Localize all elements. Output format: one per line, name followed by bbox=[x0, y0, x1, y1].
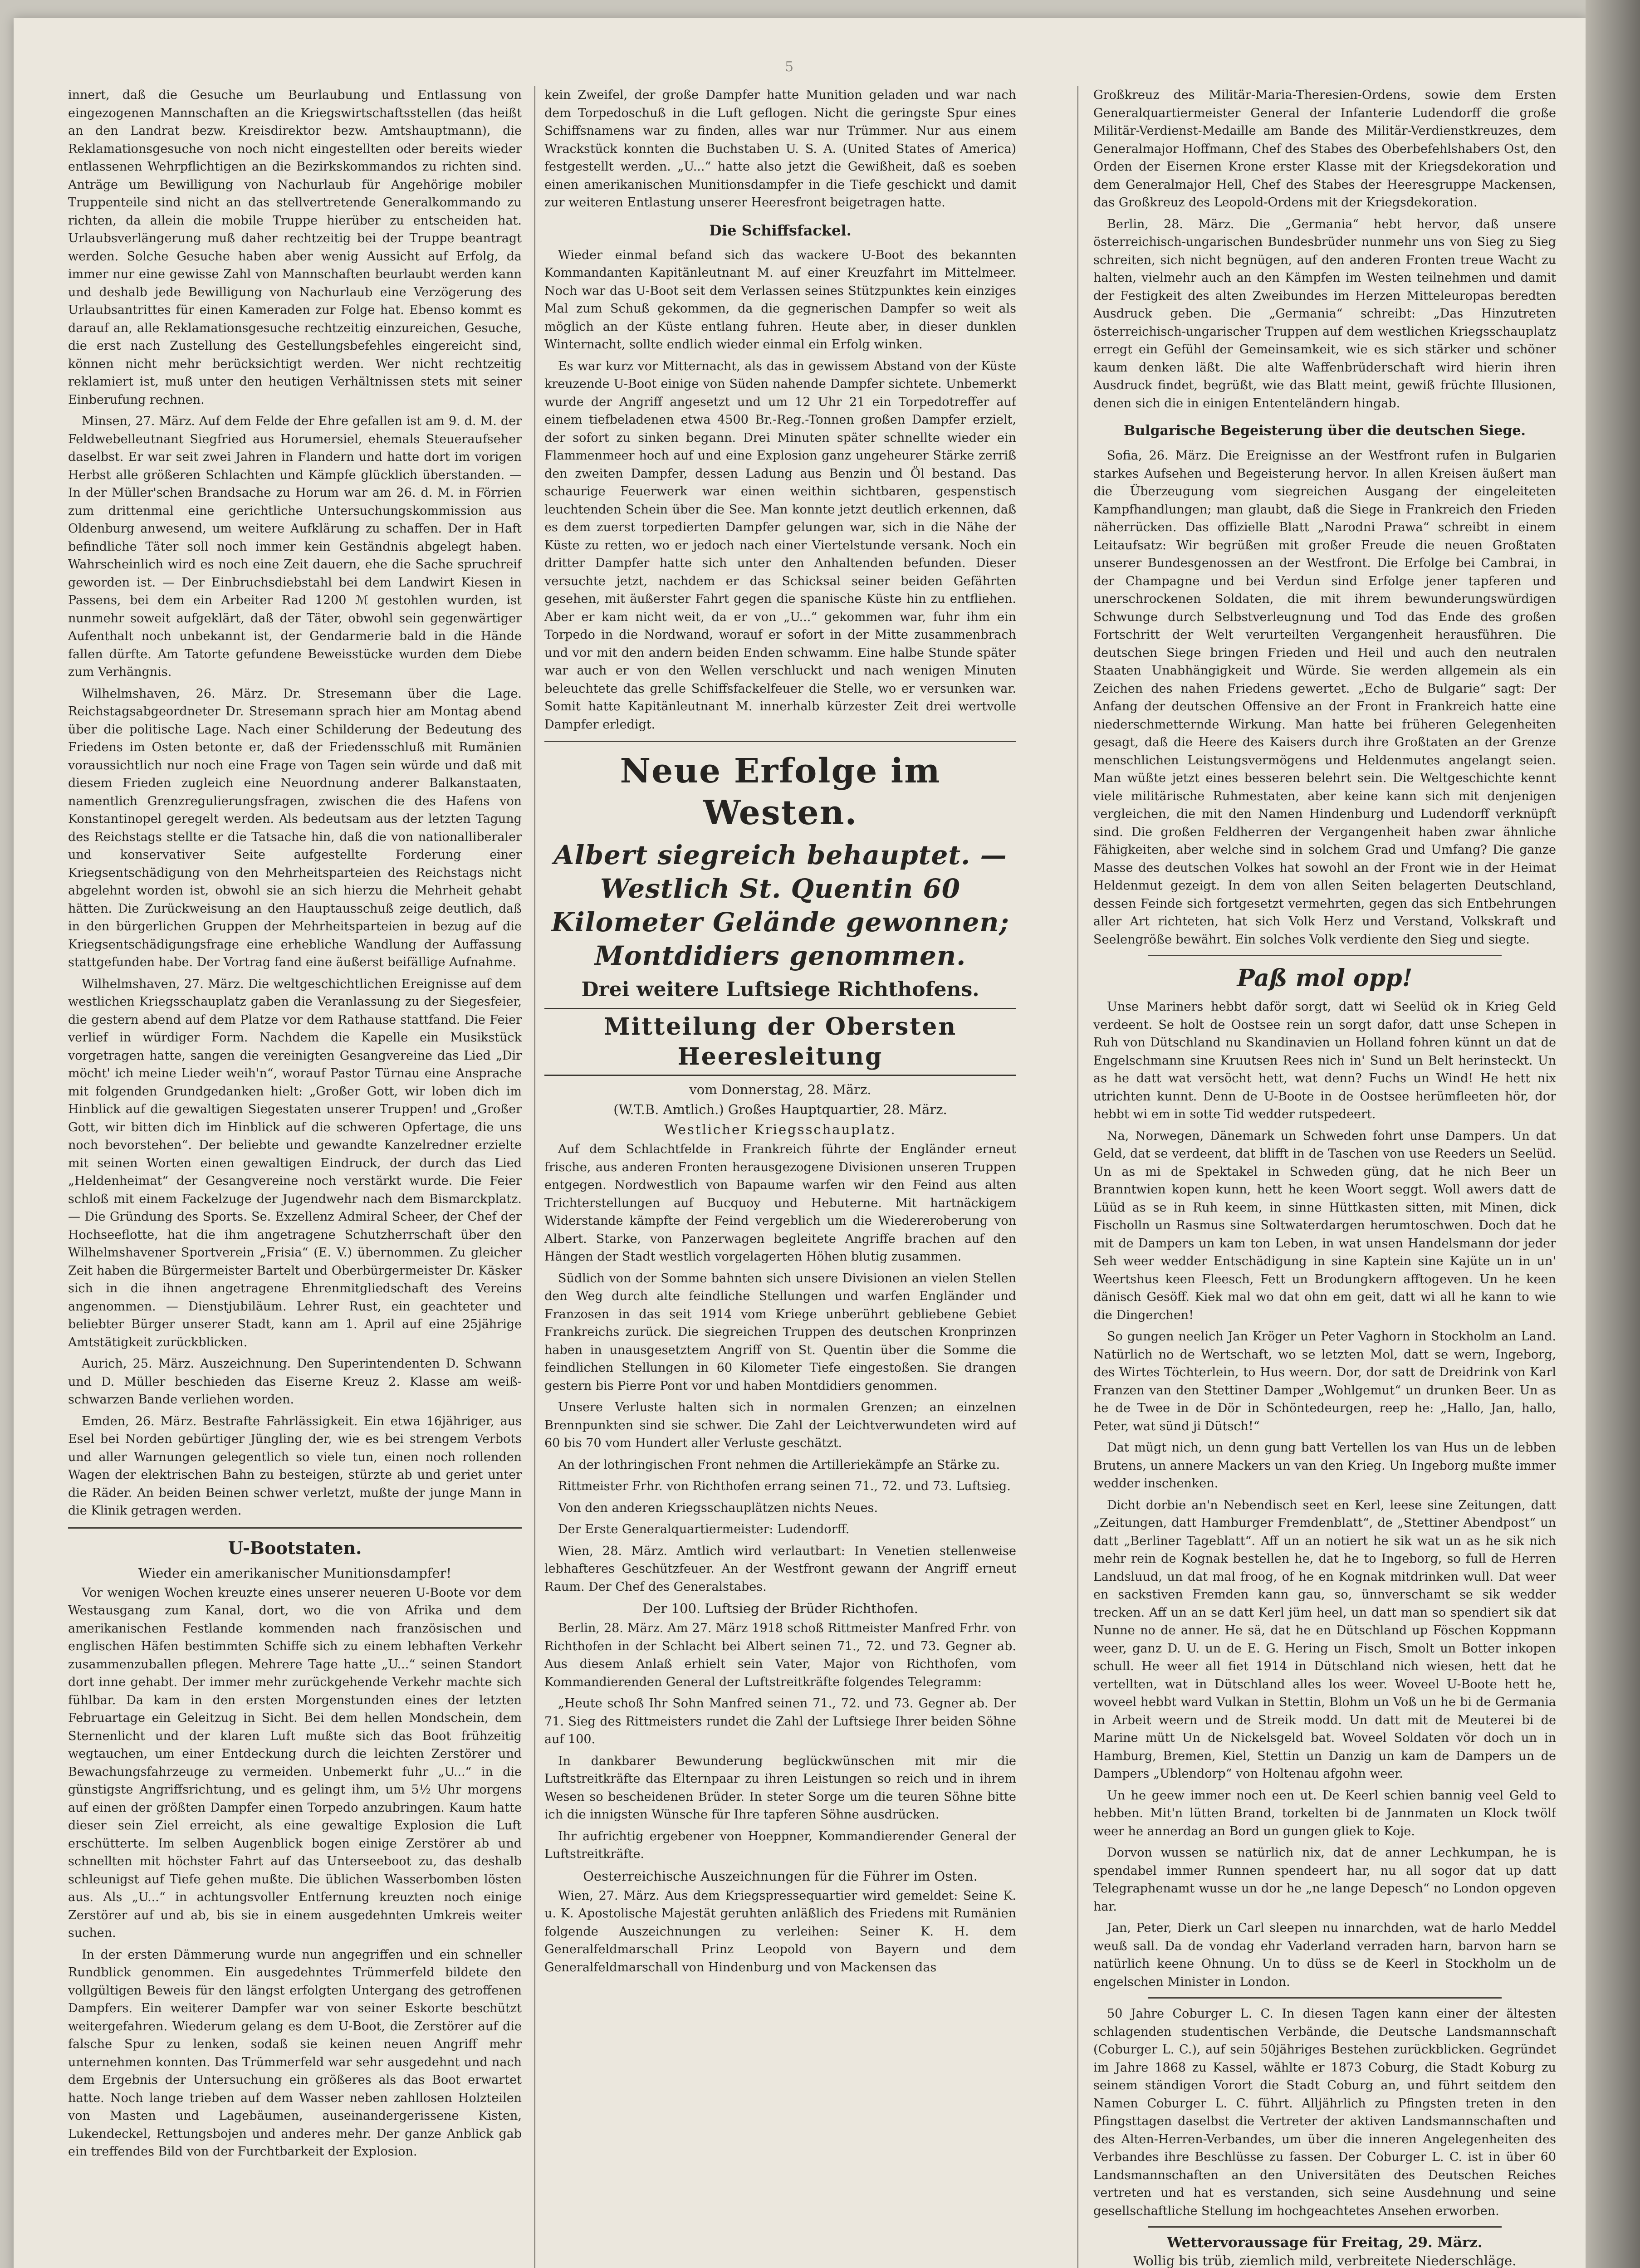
newspaper-page bbox=[14, 18, 1588, 2268]
article-paragraph: Sofia, 26. März. Die Ereignisse an der Westfront rufen in Bulgarien starkes Aufsehen und Begeisterung hervor. In allen Kreisen äußert man die Überzeugung vom siegreichen Ausgang der eingeleiteten Kampfhandlungen; man glaubt, daß die Siege in Frankreich den Frieden näherrücken. Das offizielle Blatt „Narodni Prawa“ schreibt in einem Leitaufsatz: Wir begrüßen mit großer Freude die neuen Großtaten unserer Bundesgenossen an der Westfront. Die Erfolge bei Cambrai, in der Champagne und bei Verdun sind Erfolge jener tapferen und unerschrockenen Soldaten, die mit ihrem bewunderungswürdigen Schwunge durch Selbstverleugnung und Tod das Ende des großen Fortschritt der Welt verurteilten Vergangenheit herausführen. Die deutschen Siege bringen Frieden und Heil und auch den neutralen Staaten Unabhängigkeit und Würde. Sie werden allgemein als ein Zeichen des nahen Friedens gewertet. „Echo de Bulgarie“ sagt: Der Anfang der deutschen Offensive an der Front in Frankreich hatte eine niederschmetternde Wirkung. Man hatte bei früheren Gelegenheiten gesagt, daß die Heere des Kaisers durch ihre Großtaten an der Grenze menschlichen Leistungsvermögens und Heldenmutes angelangt seien. Man wüßte jetzt eines besseren belehrt sein. Die Weltgeschichte kennt viele militärische Ruhmestaten, aber keine kann sich mit denjenigen vergleichen, die mit den Namen Hindenburg und Ludendorff verknüpft sind. Die großen Feldherren der Vergangenheit haben zwar ähnliche Fähigkeiten, aber welche sind in solchem Grad und Umfang? Die ganze Masse des deutschen Volkes hat sowohl an der Front wie in der Heimat Heldenmut gezeigt. In dem von allen Seiten belagerten Deutschland, dessen Feinde sich fortgesetzt vermehrten, gegen das sich Entbehrungen aller Art richteten, hat sich Volk Herz und Verstand, Volkskraft und Seelengröße bewährt. Ein solches Volk verdiente den Sieg und siegte. bbox=[1093, 449, 1556, 947]
article-paragraph: Wilhelmshaven, 27. März. Die weltgeschichtlichen Ereignisse auf dem westlichen Kriegsschauplatz gaben die Veranlassung zu der Siegesfeier, die gestern abend auf dem Platze vor dem Rathause stattfand. Die Feier verlief in würdiger Form. Nachdem die Kapelle ein Musikstück vorgetragen hatte, sangen die vereinigten Gesangvereine das Lied „Dir möcht' ich meine Lieder weih'n“, worauf Pastor Türnau eine Ansprache mit folgenden Grundgedanken hielt: „Großer Gott, wir loben dich im Hinblick auf die gewaltigen Siegestaten unserer Truppen! und „Großer Gott, wir bitten dich im Hinblick auf die schweren Opfertage, die uns noch bevorstehen“. Der beliebte und gewandte Kanzelredner erzielte mit seinen Worten einen gewaltigen Eindruck, der durch das Lied „Heldenheimat“ der Gesangvereine noch verstärkt wurde. Die Feier schloß mit einem Fackelzuge der Jugendwehr nach dem Bismarckplatz. — Die Gründung des Sports. Se. Exzellenz Admiral Scheer, der Chef der Hochseeflotte, hat die ihm angetragene Schutzherrschaft über den Wilhelmshavener Sportverein „Frisia“ (E. V.) übernommen. Zu gleicher Zeit haben die Bürgermeister Bartelt und Oberbürgermeister Dr. Käsker sich in die ihnen angetragene Ehrenmitgliedschaft des Vereins angenommen. — Dienstjubiläum. Lehrer Rust, ein geachteter und beliebter Bürger unserer Stadt, kann am 1. April auf eine 25jährige Amtstätigkeit zurückblicken. bbox=[68, 977, 522, 1349]
section-heading-schiffsfackel: Die Schiffsfackel. bbox=[709, 221, 852, 239]
column-1 bbox=[68, 86, 522, 2268]
section-divider bbox=[1148, 1997, 1502, 1999]
report-date: vom Donnerstag, 28. März. bbox=[689, 1082, 871, 1097]
report-paragraph: Unsere Verluste halten sich in normalen Grenzen; an einzelnen Brennpunkten sind sie schwer. Die Zahl der Leichtverwundeten wird auf 60 bis 70 vom Hundert aller Verluste geschätzt. bbox=[544, 1400, 1016, 1450]
book-spine bbox=[1586, 0, 1640, 2268]
section-divider bbox=[1148, 955, 1502, 956]
section-divider bbox=[68, 1527, 522, 1529]
theater-heading: Westlicher Kriegsschauplatz. bbox=[664, 1122, 896, 1137]
article-paragraph: Na, Norwegen, Dänemark un Schweden fohrt unse Dampers. Un dat Geld, dat se verdeent, dat blifft in de Taschen von use Reeders un Seelüd. Un as mi de Spektakel in Schweden güng, dat he nich Beer un Branntwien kopen kunn, hett he keen Woort seggt. Woll awers datt de Lüüd as se in Ruh keem, in sinne Hüttkasten sitten, mit Minen, dick Fischolln un Rasmus sine Soltwaterdargen herumtoschwen. Doch dat he mit de Dampers un kam ton Leben, in wat unsen Handelsmann dor jeder Seh weer wedder Entschädigung in sine Kaptein sine Kajüte un in un' Weertshus keen Fleesch, Fett un Brodungkern afftogeven. Un he keen dänisch Gesöff. Kiek mal wo dat ohn em geit, datt wi all he kann to wie die Dingerchen! bbox=[1093, 1129, 1556, 1322]
report-paragraph: Auf dem Schlachtfelde in Frankreich führte der Engländer erneut frische, aus anderen Fronten herausgezogene Divisionen unseren Truppen entgegen. Nordwestlich von Bapaume warfen wir den Feind aus alten Trichterstellungen auf Bucquoy und Hebuterne. Mit hartnäckigem Widerstande kämpfte der Feind vergeblich um die Wiedereroberung von Albert. Starke, von Panzerwagen begleitete Angriffe brachen auf den Hängen der Stadt westlich vorgelagerten Höhen blutig zusammen. bbox=[544, 1142, 1016, 1264]
section-heading-pass-mol-opp: Paß mol opp! bbox=[1237, 964, 1413, 992]
report-paragraph: Rittmeister Frhr. von Richthofen errang seinen 71., 72. und 73. Luftsieg. bbox=[558, 1479, 1011, 1493]
column-rule bbox=[1077, 86, 1078, 2268]
article-paragraph: Dicht dorbie an'n Nebendisch seet en Kerl, leese sine Zeitungen, datt „Zeitungen, datt Hamburger Fremdenblatt“, de „Stettiner Abendpost“ un datt „Berliner Tageblatt“. Aff un an notiert he sik wat un as he sik nich mehr rein de Kognak bestellen he, dat he to Ingeborg, so full de Herren Landsluud, un dat mal froog, of he en Kognak mitdrinken wull. Dat weer en sackstiven Fremden kann gau, so, ünnverschamt se sik wedder trecken. Aff un an se datt Kerl jüm heel, un datt man so spendiert sik dat Nunne no de anner. He sä, dat he en Dütschland up Föschen Koppmann weer, ganz D. U. un de E. G. Hering un Fisch, Smolt un Botter inkopen schull. He weer all fiet 1914 in Dütschland nich wiesen, hett dat he vertellten, wat in Dütschland alles los weer. Woveel U-Boote hett he, woveel hebbt ward Vulkan in Stettin, Blohm un Voß un he bi de Germania in Arbeit weern und de Streik modd. Un datt mit de Meuterei bi de Marine mütt Un de Nickelsgeld bat. Woveel Soldaten vör doch un in Hamburg, Bremen, Kiel, Stettin un Danzig un kam de Dampers un de Dampers „Ublendorp“ von Holtenau afgohn weer. bbox=[1093, 1498, 1556, 1781]
article-paragraph: In der ersten Dämmerung wurde nun angegriffen und ein schneller Rundblick genommen. Ein ausgedehntes Trümmerfeld bildete den vollgültigen Beweis für den längst erfolgten Untergang des getroffenen Dampfers. Ein weiterer Dampfer war von seiner Eskorte beschützt weitergefahren. Wiederum gelang es dem U-Boot, die Zerstörer auf die falsche Spur zu lenken, sodaß sie keinen neuen Angriff mehr unternehmen konnten. Das Trümmerfeld war sehr ausgedehnt und nach dem Ergebnis der Untersuchung ein größeres als das Boot erwartet hatte. Noch lange trieben auf dem Wasser neben zahllosen Holzteilen von Masten und Lagebäumen, auseinandergerissene Kisten, Lukendeckel, Rettungsbojen und anderes mehr. Der ganze Anblick gab ein treffendes Bild von der Furchtbarkeit der Explosion. bbox=[68, 1947, 522, 2159]
article-paragraph: Es war kurz vor Mitternacht, als das in gewissem Abstand von der Küste kreuzende U-Boot einige von Süden nahende Dampfer sichtete. Unbemerkt wurde der Angriff angesetzt und um 12 Uhr 21 ein Torpedotreffer auf einem tiefbeladenen etwa 4500 Br.-Reg.-Tonnen großen Dampfer erzielt, der sofort zu sinken begann. Drei Minuten später schnellte wieder ein Flammenmeer hoch auf und eine Explosion ganz ungeheurer Stärke zerriß den zweiten Dampfer, dessen Ladung aus Benzin und Öl bestand. Das schaurige Feuerwerk war einen weithin sichtbaren, gespenstisch leuchtenden Schein über die See. Man konnte jetzt deutlich erkennen, daß es dem zuerst torpedierten Dampfer gelungen war, sich in die Nähe der Küste zu retten, wo er jedoch nach einer Viertelstunde versank. Noch ein dritter Dampfer hatte sich unter den Anhaltenden befunden. Dieser versuchte jetzt, nachdem er das Schicksal seiner beiden Gefährten gesehen, mit äußerster Fahrt gegen die spanische Küste hin zu entfliehen. Aber er kam nicht weit, da er von „U...“ gekommen war, fuhr ihm ein Torpedo in die Nordwand, worauf er sofort in der Mitte zusammenbrach und vor mit den andern beiden Enden schwamm. Eine halbe Stunde später war auch er von den Wellen verschluckt und nach wenigen Minuten beleuchtete das grelle Schiffsfackelfeuer die Stelle, wo er versunken war. Somit hatte Kapitänleutnant M. innerhalb kürzester Zeit drei wertvolle Dampfer erledigt. bbox=[544, 359, 1016, 732]
article-paragraph: kein Zweifel, der große Dampfer hatte Munition geladen und war nach dem Torpedoschuß in die Luft geflogen. Nicht die geringste Spur eines Schiffsnamens war zu finden, alles war nur Trümmer. Nur aus einem Wrackstück konnten die Buchstaben U. S. A. (United States of America) festgestellt werden. „U...“ hatte also jetzt die Gewißheit, daß es soeben einen amerikanischen Munitionsdampfer in die Tiefe geschickt und damit zur weiteren Entlastung unserer Heeresfront beigetragen hatte. bbox=[544, 88, 1016, 210]
section-heading-bulgarien: Bulgarische Begeisterung über die deutschen Siege. bbox=[1124, 423, 1526, 439]
article-paragraph: Vor wenigen Wochen kreuzte eines unserer neueren U-Boote vor dem Westausgang zum Kanal, dort, wo die von Afrika und dem amerikanischen Festlande kommenden nach französischen und englischen Häfen bestimmten Schiffe sich zu einem lebhaften Verkehr zusammenzuballen pflegen. Mehrere Tage hatte „U...“ seinen Standort dort inne gehabt. Der immer mehr zurückgehende Verkehr machte sich fühlbar. Da kam in den ersten Morgenstunden eines der letzten Februartage ein Geleitzug in Sicht. Bei dem hellen Mondschein, dem Sternenlicht und der klaren Luft mußte sich das Boot frühzeitig wegtauchen, um einer Entdeckung durch die leichten Zerstörer und Bewachungsfahrzeuge zu vermeiden. Unbemerkt fuhr „U...“ in die günstigste Angriffsrichtung, und es gelingt ihm, um 5½ Uhr morgens auf einen der größten Dampfer einen Torpedo anzubringen. Kaum hatte dieser sein Ziel erreicht, als eine gewaltige Explosion die Luft erschütterte. Im selben Augenblick bogen einige Zerstörer ab und schnellten mit höchster Fahrt auf das Unterseeboot zu, das deshalb schleunigst auf Tiefe gehen mußte. Die üblichen Wasserbomben lösten aus. Als „U...“ in achtungsvoller Entfernung kreuzten noch einige Zerstörer auf und ab, bis sie in einem ausgedehnten Umkreis weiter suchen. bbox=[68, 1585, 522, 1940]
article-paragraph: Dat mügt nich, un denn gung batt Vertellen los van Hus un de lebben Brutens, un annere Mackers un van den Krieg. Un Ingeborg mußte immer wedder inschenken. bbox=[1093, 1441, 1556, 1491]
sub-headline-richthofen: Drei weitere Luftsiege Richthofens. bbox=[581, 978, 979, 1001]
article-paragraph: Aurich, 25. März. Auszeichnung. Den Superintendenten D. Schwann und D. Müller beschieden das Eiserne Kreuz 2. Klasse am weiß-schwarzen Bande verliehen worden. bbox=[68, 1357, 522, 1407]
richthofen-heading: Der 100. Luftsieg der Brüder Richthofen. bbox=[642, 1601, 918, 1616]
section-divider bbox=[1148, 2226, 1502, 2228]
article-paragraph: Wilhelmshaven, 26. März. Dr. Stresemann über die Lage. Reichstagsabgeordneter Dr. Stresemann sprach hier am Montag abend über die politische Lage. Nach einer Schilderung der Bedeutung des Friedens im Osten betonte er, daß der Friedensschluß mit Rumänien voraussichtlich nur noch eine Frage von Tagen sein würde und daß mit diesem Frieden zugleich eine Neuordnung anderer Balkanstaaten, namentlich Grenzregulierungsfragen, zwischen die des Hafens von Konstantinopel geregelt werden. Als bedeutsam aus der letzten Tagung des Reichstags stellte er die Tatsache hin, daß die von nationalliberaler und konservativer Seite aufgestellte Forderung einer Kriegsentschädigung von den Mehrheitsparteien des Reichstags nicht abgelehnt worden ist, obwohl sie an sich hierzu die Mehrheit gehabt hätten. Die Zurückweisung an den Hauptausschuß zeige deutlich, daß in den bürgerlichen Gruppen der Mehrheitsparteien in bezug auf die Kriegsentschädigungsfrage eine erhebliche Wandlung der Auffassung stattgefunden habe. Der Vortrag fand eine äußerst beifällige Aufnahme. bbox=[68, 686, 522, 969]
article-paragraph: Berlin, 28. März. Die „Germania“ hebt hervor, daß unsere österreichisch-ungarischen Bundesbrüder nunmehr uns von Sieg zu Sieg schreiten, sich nicht begnügen, auf den anderen Fronten treue Wacht zu halten, vielmehr auch an den Kämpfen im Westen teilnehmen und damit der Festigkeit des alten Zweibundes im Herzen Mitteleuropas beredten Ausdruck geben. Die „Germania“ schreibt: „Das Hinzutreten österreichisch-ungarischer Truppen auf dem westlichen Kriegsschauplatz erregt ein Gefühl der Gemeinsamkeit, wie es sich stärker und schöner kaum denken läßt. Die alte Waffenbrüderschaft wird hierin ihren Ausdruck findet, begrüßt, wie das Blatt meint, gewiß früchte Illusionen, denen sich die in einigen Ententeländern hingab. bbox=[1093, 217, 1556, 411]
ohl-title: Mitteilung der Obersten Heeresleitung bbox=[544, 1008, 1016, 1076]
article-paragraph: Großkreuz des Militär-Maria-Theresien-Ordens, sowie dem Ersten Generalquartiermeister General der Infanterie Ludendorff die große Militär-Verdienst-Medaille am Bande des Militär-Verdienstkreuzes, dem Generalmajor Hoffmann, Chef des Stabes des Oberbefehlshabers Ost, den Orden der Eisernen Krone erster Klasse mit der Kriegsdekoration und dem Generalmajor Hell, Chef des Stabes der Heeresgruppe Mackensen, das Großkreuz des Leopold-Ordens mit der Kriegsdekoration. bbox=[1093, 88, 1556, 210]
subheading: Wieder ein amerikanischer Munitionsdampfer! bbox=[138, 1565, 452, 1581]
article-paragraph: Minsen, 27. März. Auf dem Felde der Ehre gefallen ist am 9. d. M. der Feldwebelleutnant Siegfried aus Horumersiel, ehemals Steueraufseher daselbst. Er war seit zwei Jahren in Flandern und hatte dort im vorigen Herbst alle größeren Schlachten und Kämpfe glücklich überstanden. — In der Müller'schen Brandsache zu Horum war am 26. d. M. in Förrien zum drittenmal eine gerichtliche Untersuchungskommission aus Oldenburg anwesend, um weitere Aufklärung zu schaffen. Der in Haft befindliche Täter soll noch immer kein Geständnis abgelegt haben. Wahrscheinlich wird es noch eine Zeit dauern, ehe die Sache spruchreif geworden ist. — Der Einbruchsdiebstahl bei dem Landwirt Kiesen in Passens, bei dem ein Arbeiter Rad 1200 ℳ gestohlen wurden, ist nunmehr soweit aufgeklärt, daß der Täter, obwohl sein gegenwärtiger Aufenthalt noch unbekannt ist, der Gendarmerie bald in die Hände fallen dürfte. Am Tatorte gefundene Beweisstücke wurden dem Diebe zum Verhängnis. bbox=[68, 414, 522, 679]
report-paragraph: Wien, 27. März. Aus dem Kriegspressequartier wird gemeldet: Seine K. u. K. Apostolische Majestät geruhten anläßlich des Friedens mit Rumänien folgende Auszeichnungen zu verleihen: Seiner K. H. dem Generalfeldmarschall Prinz Leopold von Bayern und dem Generalfeldmarschall von Hindenburg und von Mackensen das bbox=[544, 1888, 1016, 1975]
article-paragraph: Jan, Peter, Dierk un Carl sleepen nu innarchden, wat de harlo Meddel weuß sall. Da de vondag ehr Vaderland verraden harn, barvon harn se natürlich keene Ohnung. Un to düss se de Keerl in Stockholm un de engelschen Minister in London. bbox=[1093, 1921, 1556, 1989]
report-paragraph: Berlin, 28. März. Am 27. März 1918 schoß Rittmeister Manfred Frhr. von Richthofen in der Schlacht bei Albert seinen 71., 72. und 73. Gegner ab. Aus diesem Anlaß erhielt sein Vater, Major von Richthofen, vom Kommandierenden General der Luftstreitkräfte folgendes Telegramm: bbox=[544, 1621, 1016, 1689]
column-3 bbox=[1093, 86, 1556, 2268]
report-paragraph: „Heute schoß Ihr Sohn Manfred seinen 71., 72. und 73. Gegner ab. Der 71. Sieg des Rittmeisters rundet die Zahl der Luftsiege Ihrer beiden Söhne auf 100. bbox=[544, 1696, 1016, 1746]
article-paragraph: Dorvon wussen se natürlich nix, dat de anner Lechkumpan, he is spendabel immer Runnen spendeert har, nu all sogor dat up datt Telegraphenamt wusse un dor he „ne lange Depesch“ no London opgeven har. bbox=[1093, 1846, 1556, 1914]
section-divider bbox=[544, 741, 1016, 742]
report-signature: Ihr aufrichtig ergebener von Hoeppner, Kommandierender General der Luftstreitkräfte. bbox=[544, 1829, 1016, 1861]
report-paragraph: An der lothringischen Front nehmen die Artilleriekämpfe an Stärke zu. bbox=[558, 1457, 1000, 1472]
weather-forecast-title: Wettervoraussage für Freitag, 29. März. bbox=[1167, 2234, 1483, 2251]
report-paragraph: Wien, 28. März. Amtlich wird verlautbart: In Venetien stellenweise lebhafteres Geschützfeuer. An der Westfront gewann der Angriff erneut Raum. Der Chef des Generalstabes. bbox=[544, 1544, 1016, 1594]
article-paragraph: innert, daß die Gesuche um Beurlaubung und Entlassung von eingezogenen Mannschaften an die Kriegswirtschaftsstellen (das heißt an den Landrat bezw. Kreisdirektor bezw. Amtshauptmann), die Reklamationsgesuche von noch nicht eingestellten oder bereits wieder entlassenen Wehrpflichtigen an die Bezirkskommandos zu richten sind. Anträge um Bewilligung von Nachurlaub für Angehörige mobiler Truppenteile sind nicht an das stellvertretende Generalkommando zu richten, da allein die mobile Truppe hierüber zu entscheiden hat. Urlaubsverlängerung muß daher rechtzeitig bei der Truppe beantragt werden. Solche Gesuche haben aber wenig Aussicht auf Erfolg, da immer nur eine gewisse Zahl von Mannschaften beurlaubt werden kann und deshalb jede Bewilligung von Nachurlaub eine Verzögerung des Urlaubsantrittes für einen Kameraden zur Folge hat. Ebenso kommt es darauf an, alle Reklamationsgesuche rechtzeitig einzureichen, Gesuche, die erst nach Zustellung des Gestellungsbefehles eingereicht sind, können nicht mehr berücksichtigt werden. Wer nicht rechtzeitig reklamiert ist, muß unter den heutigen Verhältnissen stets mit seiner Einberufung rechnen. bbox=[68, 88, 522, 407]
article-paragraph: So gungen neelich Jan Kröger un Peter Vaghorn in Stockholm an Land. Natürlich no de Wertschaft, wo se letzten Mol, datt se wern, Ingeborg, des Wirtes Töchterlein, to Hus weern. Dor, dor satt de Dreidrink von Karl Franzen van den Stettiner Damper „Wohlgemut“ un drunken Beer. Un as he de Twee in de Dör in Schöntedeurgen, reep he: „Hallo, Jan, hallo, Peter, wat sünd ji Dütsch!“ bbox=[1093, 1330, 1556, 1433]
report-paragraph: Von den anderen Kriegsschauplätzen nichts Neues. bbox=[558, 1501, 878, 1515]
report-paragraph: Südlich von der Somme bahnten sich unsere Divisionen an vielen Stellen den Weg durch alte feindliche Stellungen und warfen Engländer und Franzosen in das seit 1914 vom Kriege unberührt gebliebene Gebiet Frankreichs zurück. Die siegreichen Truppen des deutschen Kronprinzen haben in unausgesetztem Angriff von St. Quentin über die Somme die feindlichen Stellungen in 60 Kilometer Tiefe eingestoßen. Sie drangen gestern bis Pierre Pont vor und haben Montdidiers genommen. bbox=[544, 1271, 1016, 1393]
weather-forecast-text: Wollig bis trüb, ziemlich mild, verbreitete Niederschläge. bbox=[1133, 2253, 1517, 2268]
awards-heading: Oesterreichische Auszeichnungen für die Führer im Osten. bbox=[583, 1868, 978, 1884]
article-paragraph: Un he geew immer noch een ut. De Keerl schien bannig veel Geld to hebben. Mit'n lütten Brand, torkelten bi de Jannmaten un Klock twölf weer he annerdag an Bord un gungen gliek to Koje. bbox=[1093, 1788, 1556, 1838]
article-paragraph: Unse Mariners hebbt daför sorgt, datt wi Seelüd ok in Krieg Geld verdeent. Se holt de Oostsee rein un sorgt dafor, datt unse Schepen in Ruh von Dütschland nu Skandinavien un Holland fohren künnt un dat de Engelschmann sine Kruutsen Rees nich in' Sund un Belt herinsteckt. Un as he datt wat versöcht hett, wat denn? Fuchs un Wind! He hett nix utrichten kunnt. Denn de U-Boote in de Oostsee herümfleeten hör, dor hebbt wi em in sotte Tid wedder rutspedeert. bbox=[1093, 1000, 1556, 1121]
section-heading-u-boot: U-Bootstaten. bbox=[228, 1537, 362, 1558]
article-paragraph: Wieder einmal befand sich das wackere U-Boot des bekannten Kommandanten Kapitänleutnant M. auf einer Kreuzfahrt im Mittelmeer. Noch war das U-Boot seit dem Verlassen seines Stützpunktes kein einziges Mal zum Schuß gekommen, da die gegnerischen Dampfer so weit als möglich an der Küste entlang fuhren. Heute aber, in dieser dunklen Winternacht, sollte endlich wieder einmal ein Erfolg winken. bbox=[544, 248, 1016, 352]
sub-headline: Albert siegreich behauptet. — Westlich St. Quentin 60 Kilometer Gelände gewonnen; Montdidiers genommen. bbox=[551, 840, 1009, 971]
column-2 bbox=[544, 86, 1016, 2268]
article-paragraph: Emden, 26. März. Bestrafte Fahrlässigkeit. Ein etwa 16jähriger, aus Esel bei Norden gebürtiger Jüngling der, wie es bei strengem Verbots und aller Warnungen gelegentlich so viele tun, einen noch rollenden Wagen der elektrischen Bahn zu besteigen, stürzte ab und geriet unter die Räder. An beiden Beinen schwer verletzt, mußte der junge Mann in die Klinik getragen werden. bbox=[68, 1414, 522, 1518]
report-source: (W.T.B. Amtlich.) Großes Hauptquartier, 28. März. bbox=[613, 1102, 947, 1117]
article-paragraph: 50 Jahre Coburger L. C. In diesen Tagen kann einer der ältesten schlagenden studentischen Verbände, die Deutsche Landsmannschaft (Coburger L. C.), auf sein 50jähriges Bestehen zurückblicken. Gegründet im Jahre 1868 zu Kassel, wählte er 1873 Coburg, die Stadt Koburg zu seinem ständigen Vorort die Stadt Coburg an, und führt seitdem den Namen Coburger L. C. führt. Alljährlich zu Pfingsten treten in den Pfingsttagen daselbst die Vertreter der aktiven Landsmannschaften und des Alten-Herren-Verbandes, um über die inneren Angelegenheiten des Verbandes ihre Beschlüsse zu fassen. Der Coburger L. C. ist in über 60 Landsmannschaften an den Universitäten des Deutschen Reiches vertreten und hat es verstanden, sich seine Ausdehnung und seine gesellschaftliche Stellung im hochgeachtetes Ansehen erworben. bbox=[1093, 2007, 1556, 2218]
page-number: 5 bbox=[785, 59, 794, 75]
report-paragraph: In dankbarer Bewunderung beglückwünschen mit mir die Luftstreitkräfte das Elternpaar zu ihren Leistungen so reich und in ihrem Wesen so bescheidenen Brüder. In steter Sorge um die teuren Söhne bitte ich die innigsten Wünsche für Ihre tapferen Söhne ausdrücken. bbox=[544, 1754, 1016, 1822]
column-rule bbox=[534, 86, 535, 2268]
report-signature: Der Erste Generalquartiermeister: Ludendorff. bbox=[558, 1522, 850, 1536]
main-headline: Neue Erfolge im Westen. bbox=[620, 752, 941, 832]
